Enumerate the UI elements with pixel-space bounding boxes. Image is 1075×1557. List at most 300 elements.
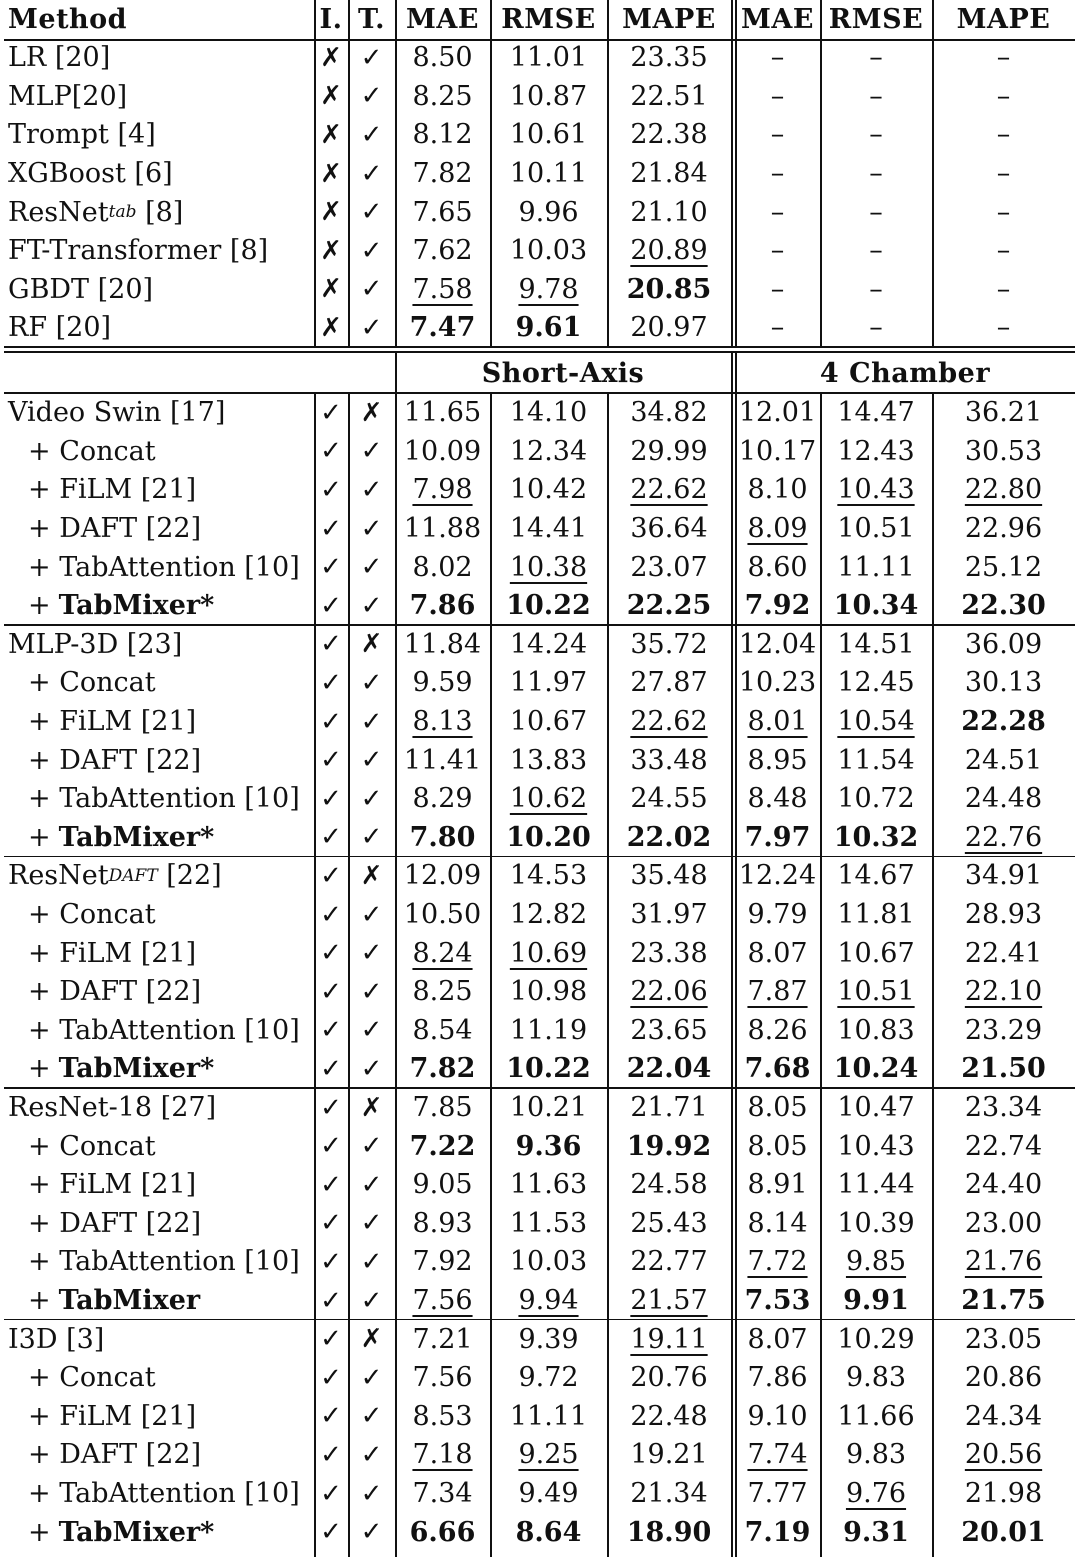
- metric-value: –: [869, 196, 883, 228]
- method-name: Video Swin [17]: [8, 397, 226, 429]
- metric-value: 34.82: [630, 397, 708, 429]
- metric-value: 9.94: [518, 1285, 579, 1317]
- table-row: [0, 1127, 1075, 1166]
- method-name: + TabAttention [10]: [28, 1478, 300, 1510]
- metric-value: 25.43: [630, 1207, 708, 1239]
- tabular-input-mark-cross-icon: ✗: [360, 397, 383, 428]
- divider: [4, 351, 1075, 353]
- image-input-mark-check-icon: ✓: [320, 1439, 342, 1470]
- metric-value: –: [996, 273, 1011, 305]
- header-image: I.: [319, 3, 343, 35]
- divider: [4, 1087, 1075, 1089]
- metric-value: 7.22: [409, 1130, 476, 1162]
- method-name: + Concat: [28, 1130, 156, 1162]
- metric-value: 12.82: [509, 899, 588, 931]
- metric-value: 31.97: [630, 899, 708, 931]
- tabular-input-mark-check-icon: ✓: [360, 552, 383, 583]
- image-input-mark-check-icon: ✓: [320, 513, 342, 544]
- metric-value: 10.24: [833, 1053, 919, 1085]
- tabular-input-mark-check-icon: ✓: [360, 42, 383, 73]
- table-row: [0, 1513, 1075, 1552]
- tabular-input-mark-check-icon: ✓: [360, 1401, 383, 1432]
- metric-value: 10.23: [738, 667, 817, 699]
- header-method: Method: [8, 3, 128, 35]
- method-name: ResNet DAFT [22]: [8, 860, 222, 892]
- metric-value: 10.39: [837, 1207, 915, 1239]
- metric-value: 9.25: [518, 1439, 579, 1471]
- divider: [4, 624, 1075, 626]
- metric-value: 35.72: [630, 628, 708, 660]
- divider: [932, 0, 934, 346]
- metric-value: –: [770, 312, 785, 344]
- image-input-mark-cross-icon: ✗: [320, 81, 342, 112]
- image-input-mark-check-icon: ✓: [320, 590, 342, 621]
- table-row: [0, 1204, 1075, 1243]
- metric-value: 8.91: [747, 1169, 808, 1201]
- metric-value: 11.54: [837, 744, 915, 776]
- table-row: [0, 1281, 1075, 1320]
- metric-value: 10.17: [738, 435, 817, 467]
- metric-value: 8.50: [412, 42, 473, 74]
- tabular-input-mark-check-icon: ✓: [360, 235, 383, 266]
- tabular-input-mark-check-icon: ✓: [360, 312, 383, 343]
- method-name: + TabAttention [10]: [28, 1246, 300, 1278]
- metric-value: 10.43: [837, 474, 915, 506]
- header-row: [0, 0, 1075, 39]
- metric-value: –: [869, 312, 883, 344]
- method-name: + Concat: [28, 899, 156, 931]
- tabular-input-mark-check-icon: ✓: [360, 1169, 383, 1200]
- metric-value: 11.19: [509, 1014, 588, 1046]
- header-mape-sa: MAPE: [622, 3, 716, 35]
- image-input-mark-check-icon: ✓: [320, 552, 342, 583]
- metric-value: 18.90: [626, 1516, 712, 1548]
- tabular-input-mark-check-icon: ✓: [360, 197, 383, 228]
- divider: [490, 392, 492, 1557]
- metric-value: 8.95: [747, 744, 808, 776]
- metric-value: –: [770, 119, 785, 151]
- metric-value: –: [770, 42, 785, 74]
- metric-value: 11.11: [509, 1400, 588, 1432]
- divider: [4, 392, 1075, 394]
- metric-value: 14.24: [509, 628, 588, 660]
- metric-value: 9.85: [845, 1246, 907, 1278]
- metric-value: 10.51: [837, 976, 915, 1008]
- metric-value: 8.05: [747, 1092, 808, 1124]
- tabular-input-mark-check-icon: ✓: [360, 1208, 383, 1239]
- image-input-mark-cross-icon: ✗: [320, 235, 342, 266]
- metric-value: 10.61: [509, 119, 588, 151]
- metric-value: 8.60: [747, 551, 808, 583]
- metric-value: –: [770, 196, 785, 228]
- header-mae-sa: MAE: [406, 3, 479, 35]
- metric-value: 36.64: [630, 513, 708, 545]
- header-mae-4ch: MAE: [741, 3, 814, 35]
- table-row: [0, 116, 1075, 155]
- divider: [348, 392, 350, 1557]
- method-name: LR [20]: [8, 42, 111, 74]
- metric-value: 9.39: [518, 1323, 579, 1355]
- metric-value: 21.50: [961, 1053, 1046, 1085]
- metric-value: 7.98: [412, 474, 473, 506]
- metric-value: 11.88: [403, 513, 482, 545]
- metric-value: 23.00: [964, 1207, 1043, 1239]
- divider: [731, 0, 733, 346]
- metric-value: 12.43: [837, 435, 915, 467]
- method-name: + FiLM [21]: [28, 1400, 197, 1432]
- table-row: [0, 154, 1075, 193]
- metric-value: –: [996, 158, 1011, 190]
- table-row: [0, 702, 1075, 741]
- metric-value: 9.10: [747, 1400, 808, 1432]
- tabular-input-mark-check-icon: ✓: [360, 81, 383, 112]
- image-input-mark-check-icon: ✓: [320, 397, 342, 428]
- tabular-input-mark-check-icon: ✓: [360, 474, 383, 505]
- method-name: + FiLM [21]: [28, 1169, 197, 1201]
- metric-value: 20.01: [961, 1516, 1046, 1548]
- metric-value: 7.87: [747, 976, 808, 1008]
- metric-value: 20.85: [626, 273, 712, 305]
- table-row: [0, 232, 1075, 271]
- metric-value: 10.67: [837, 937, 915, 969]
- metric-value: 22.76: [964, 821, 1043, 853]
- metric-value: 35.48: [630, 860, 708, 892]
- metric-value: 10.50: [403, 899, 482, 931]
- metric-value: 10.54: [837, 706, 915, 738]
- method-name: + DAFT [22]: [28, 744, 202, 776]
- divider: [4, 346, 1075, 348]
- metric-value: 8.48: [747, 783, 808, 815]
- metric-value: 7.97: [744, 821, 811, 853]
- metric-value: 7.82: [409, 1053, 476, 1085]
- group-title-4-chamber: 4 Chamber: [819, 357, 991, 389]
- metric-value: 14.67: [837, 860, 915, 892]
- metric-value: –: [770, 235, 785, 267]
- metric-value: 14.51: [837, 628, 915, 660]
- image-input-mark-check-icon: ✓: [320, 783, 342, 814]
- table-row: [0, 934, 1075, 973]
- image-input-mark-check-icon: ✓: [320, 1362, 342, 1393]
- image-input-mark-check-icon: ✓: [320, 629, 342, 660]
- metric-value: 24.51: [964, 744, 1043, 776]
- metric-value: 10.87: [509, 80, 588, 112]
- metric-value: 11.01: [509, 42, 588, 74]
- metric-value: 33.48: [630, 744, 708, 776]
- divider: [731, 392, 733, 1557]
- tabular-input-mark-check-icon: ✓: [360, 745, 383, 776]
- image-input-mark-cross-icon: ✗: [320, 119, 342, 150]
- metric-value: 14.41: [509, 513, 588, 545]
- tabular-input-mark-cross-icon: ✗: [360, 1324, 383, 1355]
- table-row: [0, 1243, 1075, 1282]
- metric-value: 8.29: [412, 783, 473, 815]
- table-row: [0, 895, 1075, 934]
- metric-value: 10.29: [837, 1323, 915, 1355]
- table-row: [0, 1397, 1075, 1436]
- table-row: [0, 625, 1075, 664]
- table-row: [0, 1436, 1075, 1475]
- metric-value: 9.83: [845, 1362, 907, 1394]
- table-row: [0, 973, 1075, 1012]
- metric-value: –: [869, 119, 883, 151]
- metric-value: 8.10: [747, 474, 808, 506]
- tabular-input-mark-check-icon: ✓: [360, 1015, 383, 1046]
- metric-value: –: [996, 235, 1011, 267]
- metric-value: 10.21: [509, 1092, 588, 1124]
- metric-value: 7.74: [747, 1439, 808, 1471]
- tabular-input-mark-check-icon: ✓: [360, 1478, 383, 1509]
- table-row: [0, 780, 1075, 819]
- metric-value: 34.91: [964, 860, 1043, 892]
- metric-value: 22.41: [964, 937, 1043, 969]
- metric-value: –: [996, 312, 1011, 344]
- metric-value: 7.58: [412, 273, 473, 305]
- metric-value: 25.12: [964, 551, 1043, 583]
- tabular-input-mark-check-icon: ✓: [360, 706, 383, 737]
- metric-value: 10.09: [403, 435, 482, 467]
- tabular-input-mark-cross-icon: ✗: [360, 860, 383, 891]
- image-input-mark-cross-icon: ✗: [320, 42, 342, 73]
- metric-value: 36.21: [964, 397, 1043, 429]
- method-name: + FiLM [21]: [28, 474, 197, 506]
- divider: [820, 392, 822, 1557]
- metric-value: 22.48: [630, 1400, 708, 1432]
- metric-value: 7.82: [412, 158, 473, 190]
- metric-value: 20.86: [964, 1362, 1043, 1394]
- image-input-mark-check-icon: ✓: [320, 474, 342, 505]
- method-name: + TabMixer*: [28, 821, 215, 853]
- method-name: + TabAttention [10]: [28, 1014, 300, 1046]
- metric-value: 21.71: [630, 1092, 708, 1124]
- metric-value: 7.86: [409, 590, 476, 622]
- method-name: + DAFT [22]: [28, 1207, 202, 1239]
- metric-value: 7.72: [747, 1246, 808, 1278]
- metric-value: 14.10: [509, 397, 588, 429]
- divider: [395, 0, 397, 346]
- table-row: [0, 471, 1075, 510]
- metric-value: 7.80: [409, 821, 476, 853]
- metric-value: 10.62: [509, 783, 588, 815]
- group-title-short-axis: Short-Axis: [481, 357, 645, 389]
- divider: [735, 392, 737, 1557]
- metric-value: 22.80: [964, 474, 1043, 506]
- metric-value: 10.32: [833, 821, 919, 853]
- metric-value: –: [996, 119, 1011, 151]
- metric-value: 22.51: [630, 80, 708, 112]
- tabular-input-mark-check-icon: ✓: [360, 513, 383, 544]
- metric-value: 21.98: [964, 1478, 1043, 1510]
- metric-value: 21.10: [630, 196, 708, 228]
- metric-value: 12.09: [403, 860, 482, 892]
- metric-value: 7.92: [412, 1246, 473, 1278]
- metric-value: 12.01: [738, 397, 817, 429]
- image-input-mark-check-icon: ✓: [320, 1015, 342, 1046]
- metric-value: 14.47: [837, 397, 915, 429]
- image-input-mark-check-icon: ✓: [320, 1517, 342, 1548]
- metric-value: 22.62: [630, 706, 708, 738]
- metric-value: 10.11: [509, 158, 588, 190]
- divider: [4, 856, 1075, 858]
- method-name: + Concat: [28, 435, 156, 467]
- metric-value: 10.47: [837, 1092, 915, 1124]
- metric-value: 8.53: [412, 1400, 473, 1432]
- method-name: + TabMixer*: [28, 590, 215, 622]
- tabular-input-mark-check-icon: ✓: [360, 1053, 383, 1084]
- image-input-mark-check-icon: ✓: [320, 860, 342, 891]
- metric-value: 6.66: [409, 1516, 476, 1548]
- header-tabular: T.: [357, 3, 385, 35]
- metric-value: 22.25: [626, 590, 712, 622]
- metric-value: 8.07: [747, 1323, 808, 1355]
- metric-value: 23.29: [964, 1014, 1043, 1046]
- image-input-mark-check-icon: ✓: [320, 1478, 342, 1509]
- tabular-input-mark-cross-icon: ✗: [360, 1092, 383, 1123]
- metric-value: 7.19: [744, 1516, 811, 1548]
- metric-value: 10.83: [837, 1014, 915, 1046]
- metric-value: 20.89: [630, 235, 708, 267]
- metric-value: 10.03: [509, 1246, 588, 1278]
- metric-value: 11.81: [837, 899, 915, 931]
- metric-value: 11.41: [403, 744, 482, 776]
- metric-value: 9.79: [747, 899, 808, 931]
- metric-value: 21.75: [961, 1285, 1046, 1317]
- metric-value: 7.21: [412, 1323, 473, 1355]
- table-row: [0, 741, 1075, 780]
- image-input-mark-check-icon: ✓: [320, 1131, 342, 1162]
- metric-value: 30.53: [964, 435, 1043, 467]
- method-name: + TabMixer*: [28, 1053, 215, 1085]
- table-row: [0, 1359, 1075, 1398]
- metric-value: 7.56: [412, 1362, 473, 1394]
- image-input-mark-check-icon: ✓: [320, 1401, 342, 1432]
- metric-value: 20.56: [964, 1439, 1043, 1471]
- metric-value: 20.97: [630, 312, 708, 344]
- divider: [4, 39, 1075, 41]
- metric-value: 7.86: [747, 1362, 808, 1394]
- divider: [820, 0, 822, 346]
- metric-value: 8.12: [412, 119, 473, 151]
- metric-value: 22.96: [964, 513, 1043, 545]
- tabular-input-mark-check-icon: ✓: [360, 274, 383, 305]
- table-row: [0, 270, 1075, 309]
- divider: [932, 392, 934, 1557]
- metric-value: 11.11: [837, 551, 915, 583]
- metric-value: 7.18: [412, 1439, 473, 1471]
- metric-value: 23.38: [630, 937, 708, 969]
- metric-value: 7.68: [744, 1053, 811, 1085]
- divider: [314, 392, 316, 1557]
- metric-value: 8.25: [412, 976, 473, 1008]
- metric-value: 22.10: [964, 976, 1043, 1008]
- table-row: [0, 77, 1075, 116]
- metric-value: 10.67: [509, 706, 588, 738]
- metric-value: 20.76: [630, 1362, 708, 1394]
- image-input-mark-check-icon: ✓: [320, 745, 342, 776]
- image-input-mark-cross-icon: ✗: [320, 158, 342, 189]
- metric-value: 22.74: [964, 1130, 1043, 1162]
- metric-value: 10.38: [509, 551, 588, 583]
- metric-value: 8.25: [412, 80, 473, 112]
- divider: [731, 351, 733, 392]
- image-input-mark-check-icon: ✓: [320, 667, 342, 698]
- image-input-mark-cross-icon: ✗: [320, 312, 342, 343]
- metric-value: –: [996, 42, 1011, 74]
- metric-value: 11.97: [509, 667, 588, 699]
- table-row: [0, 432, 1075, 471]
- tabular-input-mark-check-icon: ✓: [360, 1246, 383, 1277]
- metric-value: 11.84: [403, 628, 482, 660]
- method-name: + DAFT [22]: [28, 976, 202, 1008]
- tabular-input-mark-check-icon: ✓: [360, 1131, 383, 1162]
- method-name: Trompt [4]: [8, 119, 156, 151]
- metric-value: 10.51: [837, 513, 915, 545]
- table-row: [0, 1088, 1075, 1127]
- table-row: [0, 587, 1075, 626]
- table-row: [0, 193, 1075, 232]
- metric-value: 13.83: [509, 744, 588, 776]
- metric-value: –: [869, 158, 883, 190]
- tabular-input-mark-check-icon: ✓: [360, 976, 383, 1007]
- metric-value: 8.64: [515, 1516, 582, 1548]
- divider: [607, 0, 609, 346]
- metric-value: 10.42: [509, 474, 588, 506]
- divider: [4, 1319, 1075, 1321]
- image-input-mark-cross-icon: ✗: [320, 274, 342, 305]
- tabular-input-mark-check-icon: ✓: [360, 783, 383, 814]
- tabular-input-mark-check-icon: ✓: [360, 822, 383, 853]
- method-name: ResNet tab [8]: [8, 196, 184, 228]
- method-name: + FiLM [21]: [28, 706, 197, 738]
- metric-value: 14.53: [509, 860, 588, 892]
- divider: [348, 0, 350, 346]
- image-input-mark-check-icon: ✓: [320, 976, 342, 1007]
- metric-value: 8.07: [747, 937, 808, 969]
- table-row: [0, 309, 1075, 348]
- metric-value: 10.98: [509, 976, 588, 1008]
- method-name: + Concat: [28, 1362, 156, 1394]
- metric-value: –: [770, 273, 785, 305]
- metric-value: 36.09: [964, 628, 1043, 660]
- method-name: XGBoost [6]: [8, 158, 173, 190]
- divider: [607, 392, 609, 1557]
- metric-value: 7.77: [747, 1478, 808, 1510]
- metric-value: –: [869, 80, 883, 112]
- tabular-input-mark-check-icon: ✓: [360, 667, 383, 698]
- tabular-input-mark-check-icon: ✓: [360, 899, 383, 930]
- metric-value: 22.02: [626, 821, 712, 853]
- metric-value: 22.28: [961, 706, 1046, 738]
- image-input-mark-check-icon: ✓: [320, 899, 342, 930]
- metric-value: 19.21: [630, 1439, 708, 1471]
- metric-value: –: [770, 80, 785, 112]
- metric-value: –: [869, 235, 883, 267]
- table-row: [0, 857, 1075, 896]
- image-input-mark-cross-icon: ✗: [320, 197, 342, 228]
- metric-value: 7.47: [409, 312, 476, 344]
- metric-value: –: [869, 42, 883, 74]
- metric-value: 8.14: [747, 1207, 808, 1239]
- method-name: ResNet-18 [27]: [8, 1092, 217, 1124]
- metric-value: 23.65: [630, 1014, 708, 1046]
- metric-value: 27.87: [630, 667, 708, 699]
- metric-value: 7.62: [412, 235, 473, 267]
- metric-value: 8.24: [412, 937, 473, 969]
- metric-value: 23.35: [630, 42, 708, 74]
- metric-value: 7.56: [412, 1285, 473, 1317]
- tabular-input-mark-check-icon: ✓: [360, 590, 383, 621]
- metric-value: 22.06: [630, 976, 708, 1008]
- metric-value: 23.05: [964, 1323, 1043, 1355]
